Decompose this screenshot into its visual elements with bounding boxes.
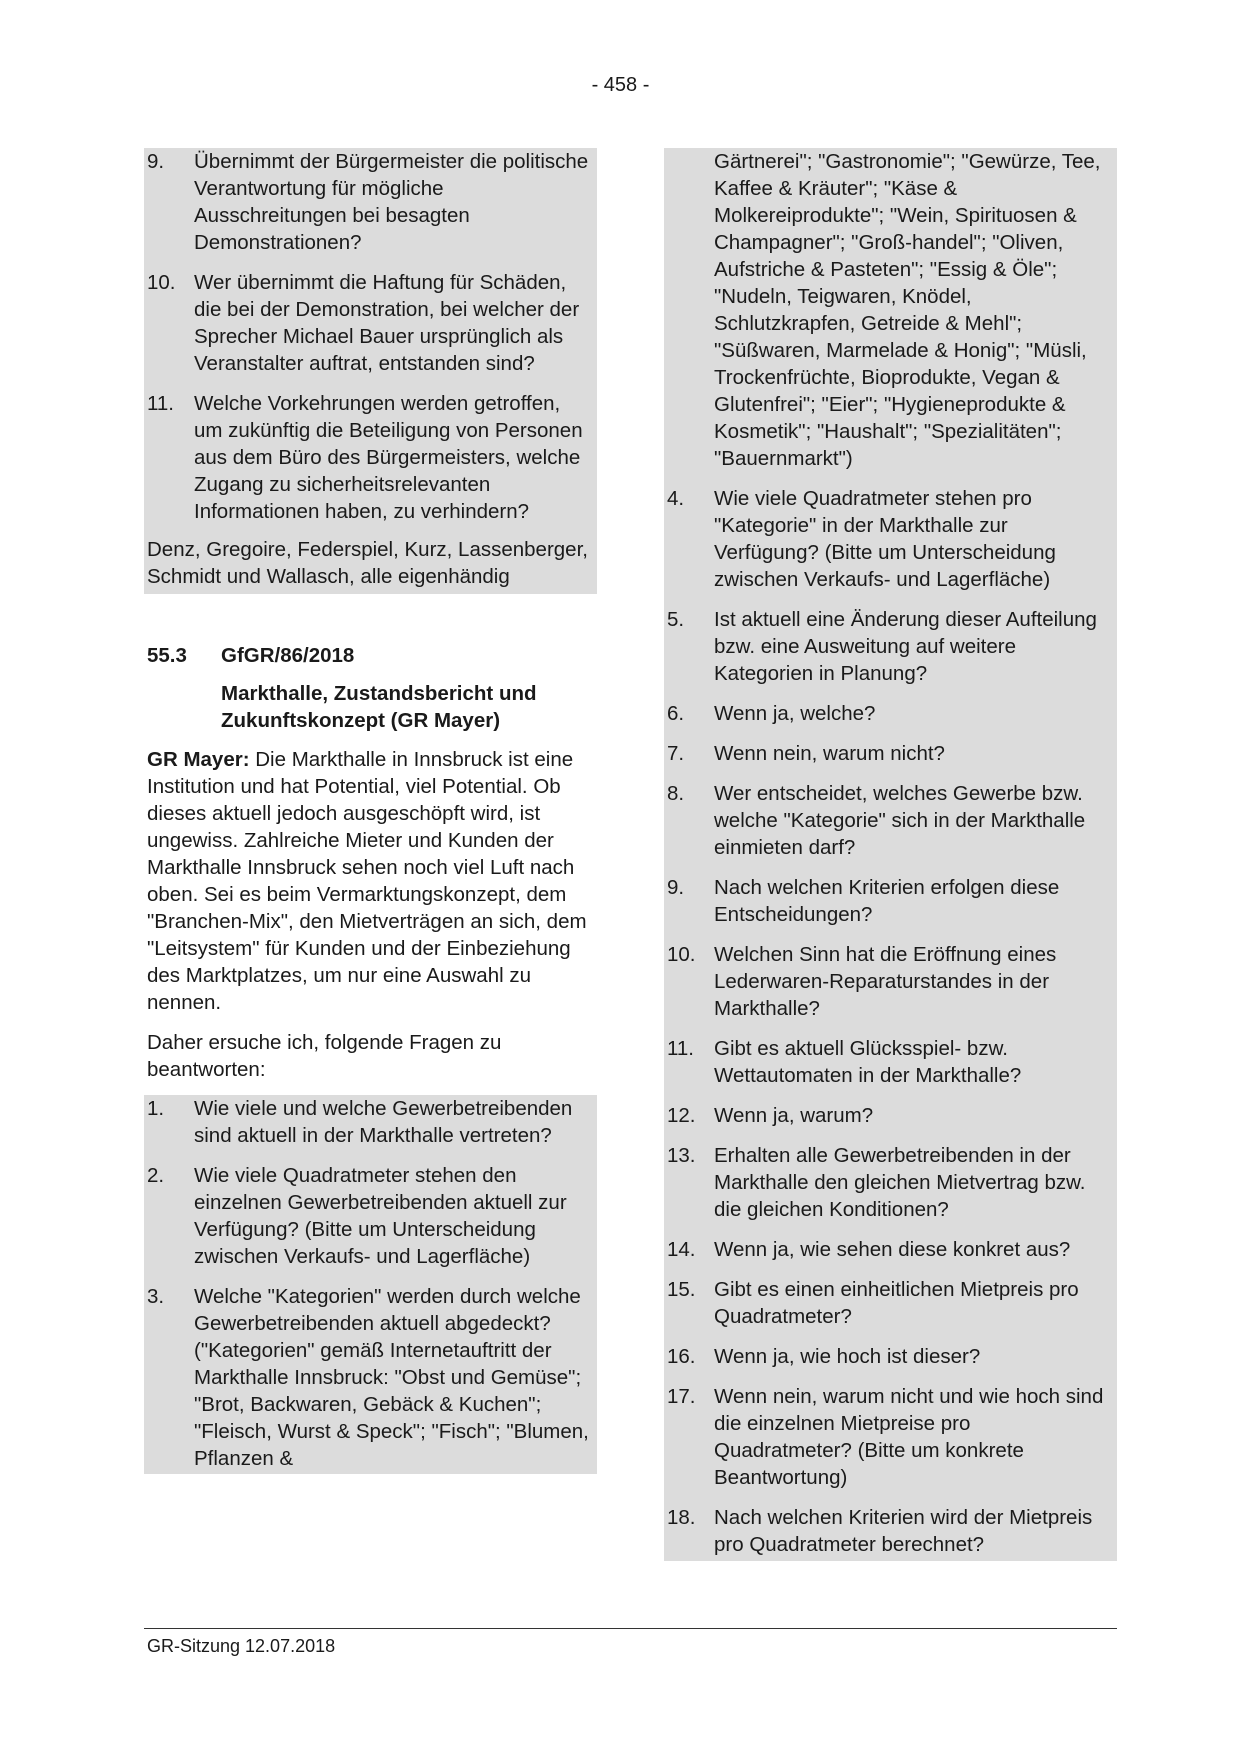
list-item: 6. Wenn ja, welche?: [667, 702, 876, 725]
speaker: GR Mayer:: [147, 748, 250, 771]
list-item: 5. Ist aktuell eine Änderung dieser Aufteilung bzw. eine Ausweitung auf weitere Kategorien in Planung?: [667, 608, 1097, 685]
list-item: 17. Wenn nein, warum nicht und wie hoch sind die einzelnen Mietpreise pro Quadratmeter? (Bitte um konkrete Beantwortung): [667, 1385, 1104, 1489]
list-item: 9. Übernimmt der Bürgermeister die politische Verantwortung für mögliche Ausschreitungen bei besagten Demonstrationen?: [147, 150, 589, 254]
list-item: 1. Wie viele und welche Gewerbetreibenden sind aktuell in der Markthalle vertreten?: [147, 1097, 573, 1147]
list-item: 7. Wenn nein, warum nicht?: [667, 742, 945, 765]
footer-divider: [144, 1628, 1117, 1629]
list-item: 11. Gibt es aktuell Glücksspiel- bzw. Wettautomaten in der Markthalle?: [667, 1037, 1022, 1087]
list-item: 15. Gibt es einen einheitlichen Mietpreis pro Quadratmeter?: [667, 1278, 1079, 1328]
category-list-continuation: Gärtnerei"; "Gastronomie"; "Gewürze, Tee, Kaffee & Kräuter"; "Käse & Molkereiprodukte"; "Wein, Spirituosen & Champagner"; "Groß-handel"; "Oliven, Aufstriche & Pasteten"; "Essig & Öle"; "Nudeln, Teigwaren, Knödel, Schlutzkrapfen, Getreide & Mehl"; "Süßwaren, Marmelade & Honig"; "Müsli, Trockenfrüchte, Bioprodukte, Vegan & Glutenfrei"; "Eier"; "Hygieneprodukte & Kosmetik"; "Haushalt"; "Spezialitäten"; "Bauernmarkt"): [714, 150, 1101, 470]
section-code: GfGR/86/2018: [221, 644, 355, 667]
request-paragraph: Daher ersuche ich, folgende Fragen zu beantworten:: [147, 1031, 502, 1081]
section-heading: [144, 642, 597, 669]
list-item: 10. Wer übernimmt die Haftung für Schäden, die bei der Demonstration, bei welcher der Sprecher Michael Bauer ursprünglich als Veranstalter auftrat, entstanden sind?: [147, 271, 580, 375]
signatures: Denz, Gregoire, Federspiel, Kurz, Lassenberger, Schmidt und Wallasch, alle eigenhändig: [147, 538, 588, 588]
section-title: Markthalle, Zustandsbericht und Zukunftskonzept (GR Mayer): [221, 682, 537, 732]
list-item: 18. Nach welchen Kriterien wird der Mietpreis pro Quadratmeter berechnet?: [667, 1506, 1093, 1556]
list-item: 8. Wer entscheidet, welches Gewerbe bzw. welche "Kategorie" sich in der Markthalle einmieten darf?: [667, 782, 1086, 859]
list-item: 11. Welche Vorkehrungen werden getroffen, um zukünftig die Beteiligung von Personen aus dem Büro des Bürgermeisters, welche Zugang zu sicherheitsrelevanten Informationen haben, zu verhindern?: [147, 392, 583, 523]
footer: GR-Sitzung 12.07.2018: [147, 1636, 336, 1656]
list-item: 3. Welche "Kategorien" werden durch welche Gewerbetreibenden aktuell abgedeckt? ("Kategorien" gemäß Internetauftritt der Markthalle Innsbruck: "Obst und Gemüse"; "Brot, Backwaren, Gebäck & Kuchen"; "Fleisch, Wurst & Speck"; "Fisch"; "Blumen, Pflanzen &: [147, 1285, 589, 1470]
list-item: 13. Erhalten alle Gewerbetreibenden in der Markthalle den gleichen Mietvertrag bzw. die gleichen Konditionen?: [667, 1144, 1086, 1221]
list-item: 2. Wie viele Quadratmeter stehen den einzelnen Gewerbetreibenden aktuell zur Verfügung? (Bitte um Unterscheidung zwischen Verkaufs- und Lagerfläche): [147, 1164, 567, 1268]
list-item: 10. Welchen Sinn hat die Eröffnung eines Lederwaren-Reparaturstandes in der Markthalle?: [667, 943, 1057, 1020]
page-number: - 458 -: [591, 74, 650, 96]
left-column: [144, 148, 597, 1474]
questions-block-left: [144, 1095, 597, 1474]
section-number: 55.3: [147, 644, 187, 667]
list-item: 12. Wenn ja, warum?: [667, 1104, 874, 1127]
right-column: [664, 148, 1117, 1561]
previous-questions-block: [144, 148, 597, 594]
list-item: 4. Wie viele Quadratmeter stehen pro "Kategorie" in der Markthalle zur Verfügung? (Bitte um Unterscheidung zwischen Verkaufs- und Lagerfläche): [667, 487, 1056, 591]
intro-paragraph: GR Mayer: Die Markthalle in Innsbruck ist eine Institution und hat Potential, viel Potential. Ob dieses aktuell jedoch ausgeschöpft wird, ist ungewiss. Zahlreiche Mieter und Kunden der Markthalle Innsbruck sehen noch viel Luft nach oben. Sei es beim Vermarktungskonzept, dem "Branchen-Mix", den Mietverträgen an sich, dem "Leitsystem" für Kunden und der Einbeziehung des Marktplatzes, um nur eine Auswahl zu nennen.: [147, 748, 587, 1014]
list-item: 16. Wenn ja, wie hoch ist dieser?: [667, 1345, 981, 1368]
list-item: 9. Nach welchen Kriterien erfolgen diese Entscheidungen?: [667, 876, 1060, 926]
list-item: 14. Wenn ja, wie sehen diese konkret aus?: [667, 1238, 1071, 1261]
